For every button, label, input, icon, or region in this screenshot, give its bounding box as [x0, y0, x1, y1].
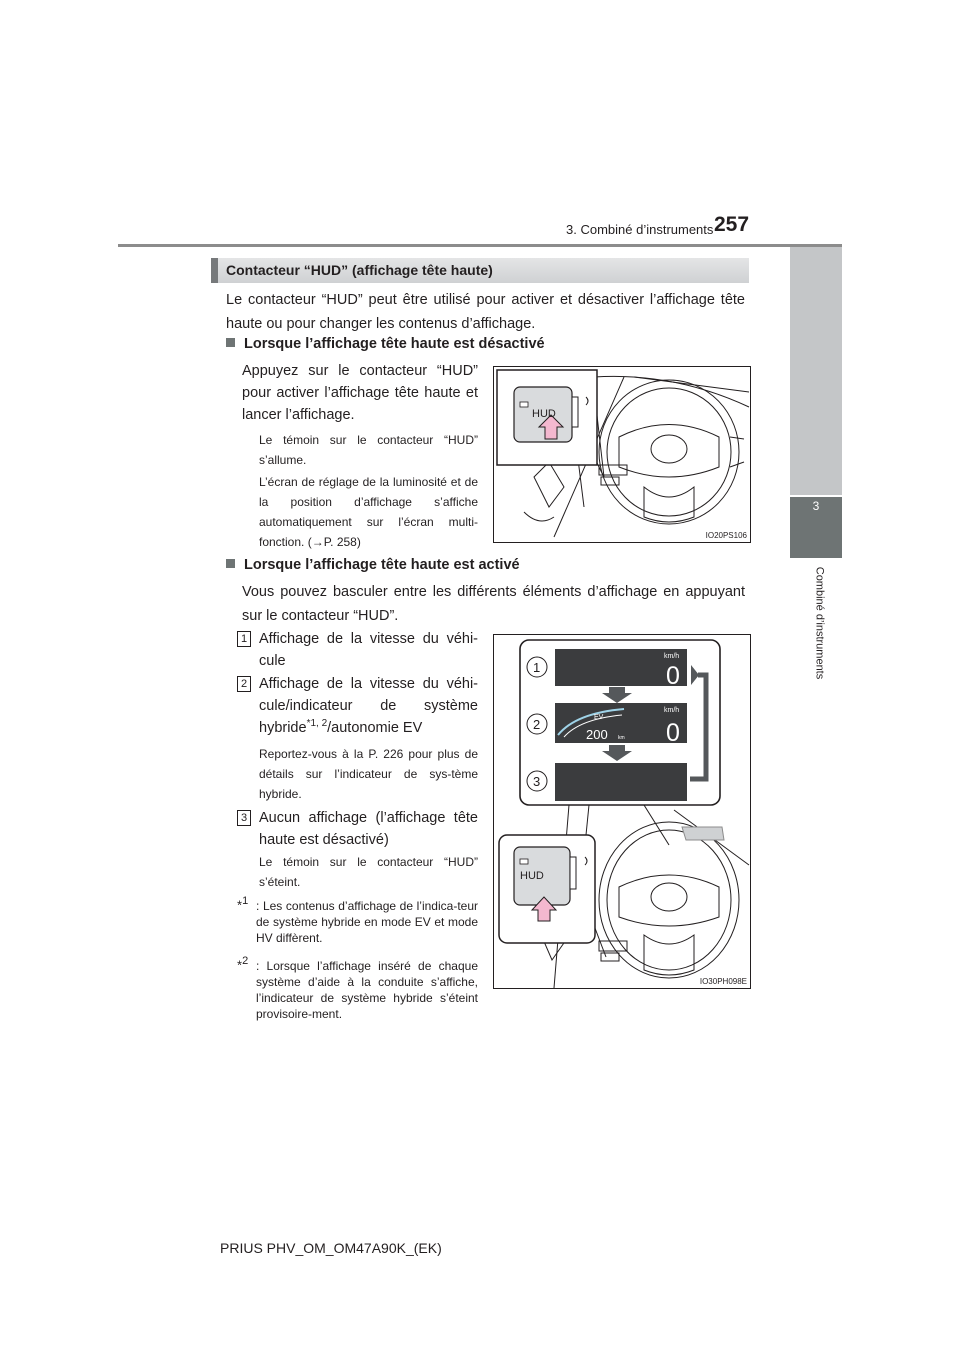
figure-hud-switch [493, 366, 751, 543]
speed-value-1: 0 [666, 662, 680, 690]
on-instruction: Vous pouvez basculer entre les différents éléments d’affichage en appuyant sur le contacteur “HUD”. [242, 584, 745, 624]
footnote-1-mark [237, 895, 248, 912]
section-title-accent [211, 258, 218, 283]
square-bullet-icon [226, 559, 235, 568]
figure-code-1: IO20PS106 [705, 531, 747, 540]
item-number-3: 3 [237, 810, 251, 826]
figure-hud-modes [493, 634, 751, 989]
off-instruction: Appuyez sur le contacteur “HUD” pour activer l’affichage tête haute et lancer l’affichage. [242, 363, 478, 423]
item-number-2: 2 [237, 676, 251, 692]
figure-code-2: IO30PH098E [699, 977, 747, 986]
footnote-2-mark [237, 955, 248, 972]
mode-number-3: 3 [533, 774, 541, 789]
side-tab-background [790, 247, 842, 495]
off-note-2: L’écran de réglage de la luminosité et de la position d’affichage s’affiche automatiquement sur l’écran multi-fonction. (→P. 258) [259, 475, 478, 549]
item-2-text [259, 673, 478, 739]
speed-unit-2: km/h [664, 707, 680, 714]
mode-number-2: 2 [533, 717, 541, 732]
page-number: 257 [714, 213, 750, 236]
footnote-2-star: * [237, 957, 243, 973]
footnote-1-num: 1 [242, 895, 249, 907]
speed-unit-1: km/h [664, 653, 680, 660]
side-tab-number: 3 [812, 499, 820, 513]
mode-number-1: 1 [533, 660, 541, 675]
item-number-1: 1 [237, 631, 251, 647]
steering-wheel-illustration [494, 367, 750, 542]
item-3-note: Le témoin sur le contacteur “HUD” s’éteint. [259, 855, 478, 889]
item-2-footnote-ref: *1, 2 [306, 718, 328, 730]
subheading-off-text: Lorsque l’affichage tête haute est désactivé [244, 336, 545, 352]
ev-range-value: 200 [586, 727, 608, 742]
ev-label: EV [594, 714, 604, 721]
subheading-on-text: Lorsque l’affichage tête haute est activé [244, 557, 520, 573]
section-intro: Le contacteur “HUD” peut être utilisé pour activer et désactiver l’affichage tête haute ou pour changer les contenus d’affichage. [226, 292, 745, 332]
item-3-text: Aucun affichage (l’affichage tête haute est désactivé) [259, 810, 478, 848]
side-tab-label: Combiné d’instruments [813, 566, 826, 680]
item-2-text-b: /autonomie EV [327, 720, 423, 736]
square-bullet-icon [226, 338, 235, 347]
off-note-1: Le témoin sur le contacteur “HUD” s’allume. [259, 433, 478, 467]
footnote-1-text: : Les contenus d’affichage de l’indica-teur de système hybride en mode EV et mode HV diffèrent. [256, 899, 478, 945]
item-2-note: Reportez-vous à la P. 226 pour plus de détails sur l’indicateur de sys-tème hybride. [259, 747, 478, 801]
header-rule [118, 244, 842, 247]
ev-range-unit: km [618, 735, 625, 741]
section-title: Contacteur “HUD” (affichage tête haute) [226, 262, 493, 278]
subheading-on [226, 557, 520, 573]
item-2-text-a: Affichage de la vitesse du véhi-cule/indicateur de système hybride [259, 676, 478, 736]
footnote-1-star: * [237, 897, 243, 913]
speed-value-2: 0 [666, 719, 680, 747]
hud-button-label-1: HUD [532, 408, 556, 420]
footnote-2-text: : Lorsque l’affichage inséré de chaque système d’aide à la conduite s’affiche, l’indicateur de système hybride s’éteint provisoire-ment. [256, 959, 478, 1021]
chapter-title: 3. Combiné d’instruments [566, 222, 714, 237]
hud-button-label-2: HUD [520, 870, 544, 882]
subheading-off [226, 336, 545, 352]
hud-display-modes-illustration [494, 635, 750, 988]
footnote-2-num: 2 [242, 955, 249, 967]
footer-doc-id: PRIUS PHV_OM_OM47A90K_(EK) [220, 1240, 442, 1256]
item-1-text: Affichage de la vitesse du véhi-cule [259, 631, 478, 669]
